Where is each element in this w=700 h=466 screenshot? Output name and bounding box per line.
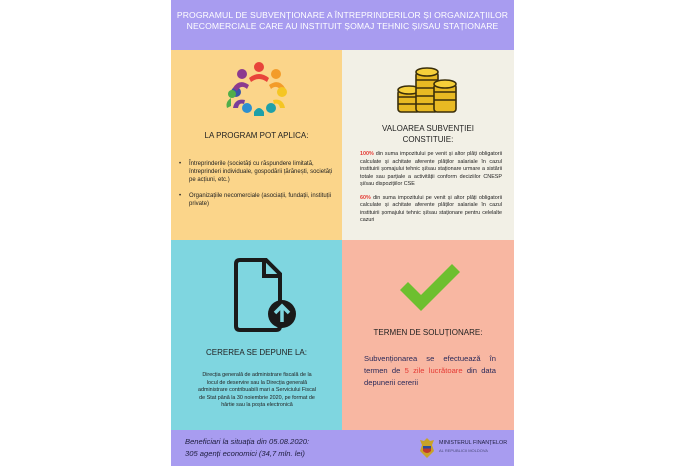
poster-footer: [171, 430, 514, 466]
beneficiaries-note: [185, 436, 309, 460]
document-upload-icon: [226, 256, 306, 334]
coat-of-arms-icon: [419, 437, 435, 459]
subsidy-paragraph-100-text: din suma impozitului pe venit și altor plăți obligatorii calculate și achitate aferente plăților salariale în cazul instituirii șomajului tehnic și/sau staționare urmare a sistării totale sau parțiale a activității conform deciziilor CNESP și/sau dispozițiilor CSE: [360, 151, 502, 187]
people-circle-icon: [219, 58, 299, 118]
submission-panel: [171, 240, 342, 430]
term-text: [364, 353, 496, 389]
subsidy-paragraph-100: [360, 151, 502, 189]
subsidy-value-title-line-2: CONSTITUIE:: [402, 135, 454, 144]
term-text-a: Subvenționarea se efectuează în termen de: [364, 354, 496, 375]
submission-title: CEREREA SE DEPUNE LA:: [206, 348, 307, 357]
ministry-label: [439, 440, 507, 454]
subsidy-value-title-line-1: VALOAREA SUBVENȚIEI: [382, 124, 474, 133]
eligibility-panel: [171, 50, 342, 240]
percent-100: 100%: [360, 151, 374, 157]
subsidy-value-panel: [342, 50, 514, 240]
term-panel: [342, 240, 514, 430]
term-text-b: din data depunerii cererii: [364, 366, 496, 387]
header-line-1: PROGRAMUL DE SUBVENȚIONARE A ÎNTREPRINDERILOR ȘI ORGANIZAȚIILOR: [176, 10, 509, 20]
ministry-name: MINISTERUL FINANȚELOR: [439, 440, 508, 446]
eligibility-item-enterprises: • Întreprinderile (societăți cu răspundere limitată, întreprinderi individuale, gospodării țărănești, societăți pe acțiuni, etc.): [179, 160, 334, 184]
submission-text: Direcția generală de administrare fiscală de la locul de deservire sau la Direcția generală administrare contribuabili mari a Serviciului Fiscal de Stat până la 30 noiembrie 2020, pe format de hârtie sau la poșta electronică: [197, 372, 317, 408]
term-highlight: 5 zile lucrătoare: [404, 366, 463, 375]
beneficiaries-line-1: Beneficiari la situația din 05.08.2020:: [185, 437, 310, 446]
poster-header: [171, 0, 514, 50]
term-title: TERMEN DE SOLUȚIONARE:: [373, 328, 483, 337]
subsidy-value-title: [342, 123, 514, 145]
header-line-2: NECOMERCIALE CARE AU INSTITUIT ȘOMAJ TEHNIC ȘI/SAU STAȚIONARE: [186, 21, 499, 31]
subsidy-paragraph-60-text: din suma impozitului pe venit și altor plăți obligatorii calculate și achitate aferente plăților salariale în cazul instituirii șomajului tehnic și/sau staționare pentru celelalte cazuri: [360, 194, 502, 223]
percent-60: 60%: [360, 194, 371, 201]
infographic-poster: [171, 0, 514, 466]
subsidy-value-text: [360, 151, 502, 231]
coins-stack-icon: [392, 58, 462, 118]
beneficiaries-line-2: 305 agenți economici (34,7 mln. lei): [185, 449, 305, 458]
eligibility-list: [179, 160, 334, 216]
eligibility-title: LA PROGRAM POT APLICA:: [204, 131, 309, 140]
checkmark-icon: [394, 258, 464, 316]
eligibility-item-ngos: • Organizațiile necomerciale (asociații, fundații, instituții private): [179, 192, 334, 208]
ministry-sub: AL REPUBLICII MOLDOVA: [439, 448, 488, 453]
subsidy-paragraph-60: [360, 195, 502, 225]
